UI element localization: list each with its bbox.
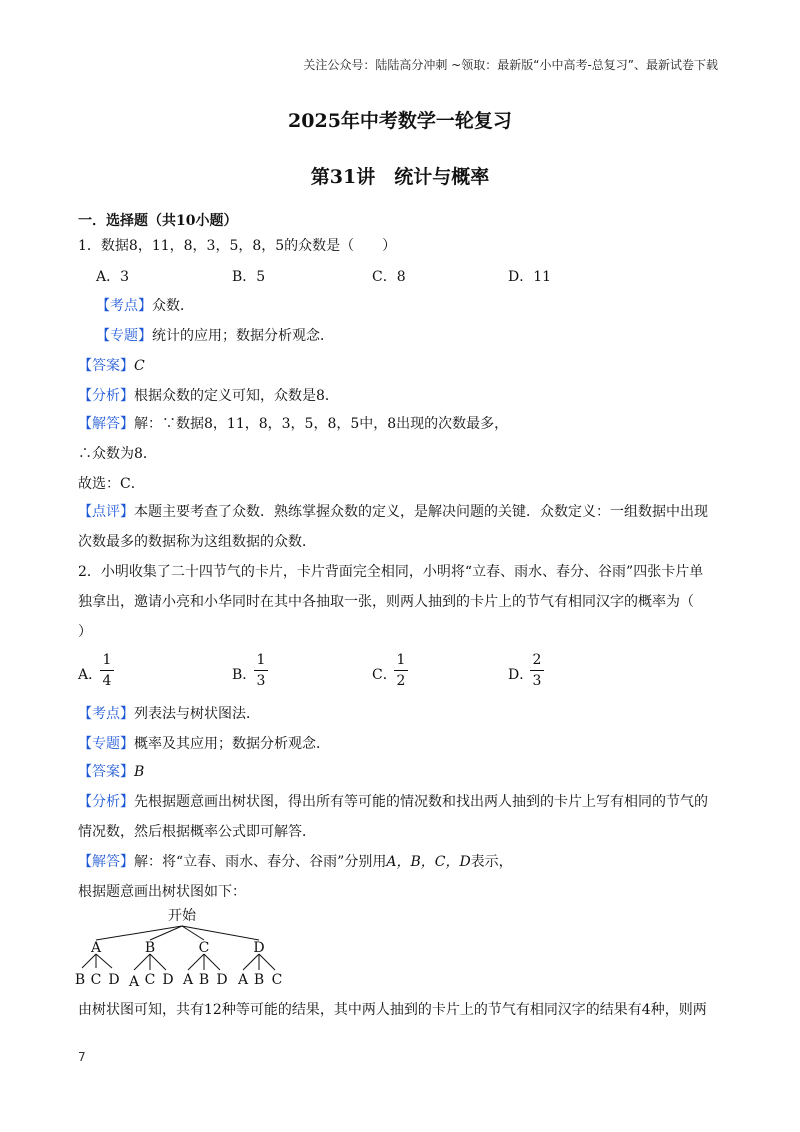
q1-choice-line: 故选：C．: [78, 476, 145, 492]
q2-option-c-label: C．: [372, 667, 397, 683]
tree-diagram: [70, 904, 330, 994]
q1-dianping-cont: 次数最多的数据称为这组数据的众数．: [78, 534, 316, 550]
q1-fenxi: 【分析】根据众数的定义可知，众数是8．: [78, 388, 339, 404]
q2-kaodian: 【考点】列表法与树状图法．: [78, 706, 260, 722]
q2-zhuanti: 【专题】概率及其应用；数据分析观念．: [78, 736, 330, 752]
tree-node-l2: A: [182, 972, 194, 988]
q2-option-b-fraction: 1 3: [254, 652, 268, 689]
q2-answer: 【答案】B: [78, 764, 145, 780]
q2-jieda: 【解答】解：将“立春、雨水、春分、谷雨”分别用A，B，C，D表示，: [78, 854, 513, 870]
q1-dianping: 【点评】本题主要考查了众数．熟练掌握众数的定义，是解决问题的关键．众数定义：一组数据中出现: [78, 504, 708, 520]
q2-option-a-label: A．: [78, 667, 103, 683]
tree-node-l2: B: [74, 972, 86, 988]
section-heading: 一．选择题（共10小题）: [78, 213, 238, 229]
tree-root: 开始: [168, 908, 196, 924]
q1-stem: 1．数据8，11，8，3，5，8，5的众数是（ ）: [78, 238, 397, 254]
tree-node-l2: B: [198, 972, 210, 988]
tree-node-l2: B: [253, 972, 265, 988]
tree-node-l1: B: [144, 940, 156, 956]
tree-node-l2: C: [271, 972, 283, 988]
q1-jieda: 【解答】解：∵数据8，11，8，3，5，8，5中，8出现的次数最多，: [78, 416, 509, 432]
lesson-title: 第31讲 统计与概率: [310, 166, 490, 188]
q2-stem-2: 独拿出，邀请小亮和小华同时在其中各抽取一张，则两人抽到的卡片上的节气有相同汉字的概率为（: [78, 594, 694, 610]
tree-node-l2: A: [128, 974, 140, 990]
tree-node-l2: D: [162, 972, 174, 988]
tree-node-l2: C: [90, 972, 102, 988]
q2-stem-3: ）: [78, 624, 92, 640]
q2-stem-1: 2．小明收集了二十四节气的卡片，卡片背面完全相同，小明将“立春、雨水、春分、谷雨”四张卡片单: [78, 564, 704, 580]
tree-node-l1: C: [198, 940, 210, 956]
tree-node-l1: A: [90, 940, 102, 956]
q2-option-a-fraction: 1 4: [100, 652, 114, 689]
tree-node-l2: D: [216, 972, 228, 988]
q2-option-c-fraction: 1 2: [394, 652, 408, 689]
q1-option-b: B．5: [232, 269, 266, 285]
page-number: 7: [78, 1050, 86, 1064]
q2-option-d-fraction: 2 3: [530, 652, 544, 689]
header-note: 关注公众号：陆陆高分冲刺 ~领取：最新版“小中高考-总复习”、最新试卷下载: [303, 58, 718, 72]
q2-conclusion: 由树状图可知，共有12种等可能的结果，其中两人抽到的卡片上的节气有相同汉字的结果有4种，则两: [78, 1002, 707, 1018]
q1-answer: 【答案】C: [78, 358, 145, 374]
q1-zhuanti: 【专题】统计的应用；数据分析观念．: [96, 328, 334, 344]
tree-node-l1: D: [253, 940, 265, 956]
q1-option-c: C．8: [372, 269, 406, 285]
q1-option-a: A．3: [96, 269, 130, 285]
q2-option-b-label: B．: [232, 667, 257, 683]
tree-node-l2: C: [144, 972, 156, 988]
tree-node-l2: D: [108, 972, 120, 988]
q1-solution-line: ∴众数为8．: [78, 446, 157, 462]
tree-node-l2: A: [237, 972, 249, 988]
q2-fenxi-cont: 情况数，然后根据概率公式即可解答．: [78, 824, 316, 840]
q2-fenxi: 【分析】先根据题意画出树状图，得出所有等可能的情况数和找出两人抽到的卡片上写有相同的节气的: [78, 794, 708, 810]
q1-kaodian: 【考点】众数．: [96, 298, 194, 314]
page-title: 2025年中考数学一轮复习: [288, 110, 512, 132]
q2-option-d-label: D．: [508, 667, 534, 683]
q1-option-d: D．11: [508, 269, 552, 285]
q2-tree-intro: 根据题意画出树状图如下：: [78, 884, 246, 900]
